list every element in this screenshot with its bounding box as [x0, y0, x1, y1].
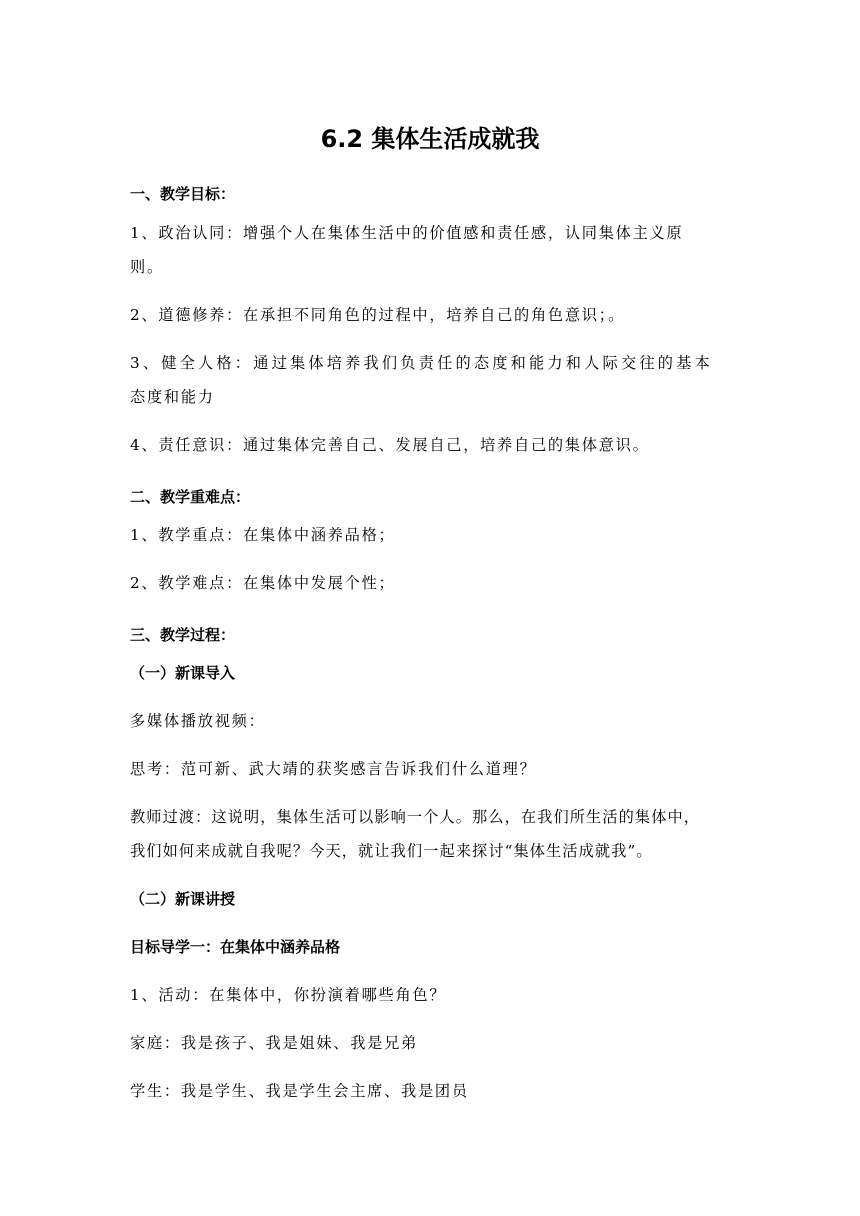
subsection-heading-lecture: （二）新课讲授	[130, 890, 236, 908]
key-point: 1、教学重点：在集体中涵养品格；	[130, 526, 396, 544]
objective-3-line-2: 态度和能力	[130, 388, 215, 406]
section-heading-objectives: 一、教学目标：	[130, 185, 236, 203]
section-heading-process: 三、教学过程：	[130, 626, 236, 644]
section-heading-key-points: 二、教学重难点：	[130, 488, 251, 506]
student-roles: 学生：我是学生、我是学生会主席、我是团员	[130, 1082, 469, 1100]
objective-2: 2、道德修养：在承担不同角色的过程中，培养自己的角色意识；。	[130, 306, 626, 324]
subsection-heading-intro: （一）新课导入	[130, 664, 236, 682]
page-title: 6.2 集体生活成就我	[320, 125, 540, 153]
family-roles: 家庭：我是孩子、我是姐妹、我是兄弟	[130, 1034, 418, 1052]
difficult-point: 2、教学难点：在集体中发展个性；	[130, 574, 396, 592]
paragraph-thinking: 思考：范可新、武大靖的获奖感言告诉我们什么道理？	[130, 760, 537, 778]
objective-1-line-1: 1、政治认同：增强个人在集体生活中的价值感和责任感，认同集体主义原	[130, 224, 684, 242]
objective-1-line-2: 则。	[130, 258, 164, 276]
transition-line-2: 我们如何来成就自我呢？今天，就让我们一起来探讨“集体生活成就我”。	[130, 842, 653, 860]
activity-question: 1、活动：在集体中，你扮演着哪些角色？	[130, 986, 447, 1004]
objective-3-line-1: 3、健全人格：通过集体培养我们负责任的态度和能力和人际交往的基本	[130, 354, 713, 372]
paragraph-video: 多媒体播放视频：	[130, 712, 266, 730]
goal-heading-1: 目标导学一：在集体中涵养品格	[130, 938, 341, 956]
objective-4: 4、责任意识：通过集体完善自己、发展自己，培养自己的集体意识。	[130, 436, 650, 454]
transition-line-1: 教师过渡：这说明，集体生活可以影响一个人。那么，在我们所生活的集体中，	[130, 808, 701, 826]
